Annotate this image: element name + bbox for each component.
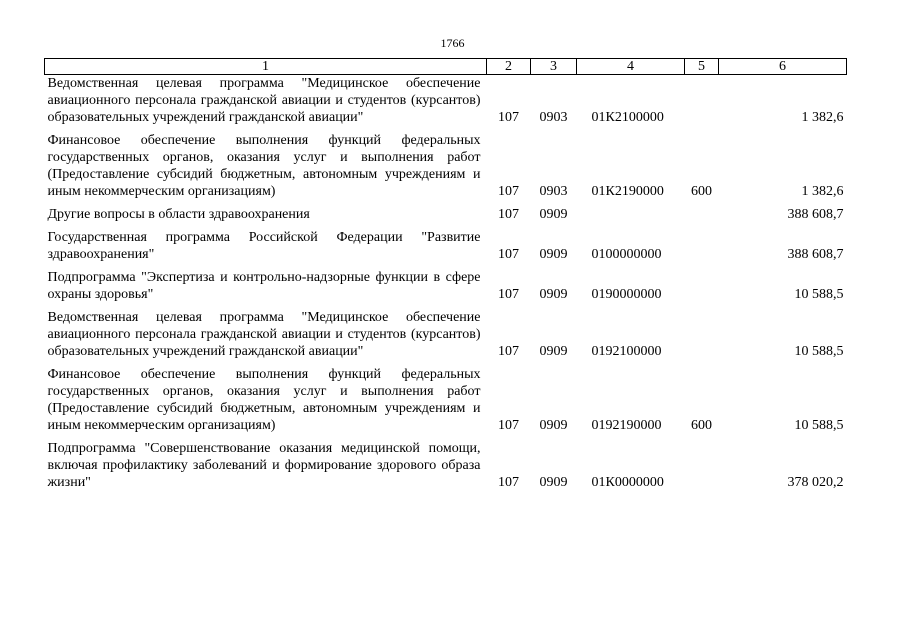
row-name: Подпрограмма "Совершенствование оказания медицинской помощи, включая профилактику заболеваний и формирование здорового образа жизни" [47,441,481,490]
row-ministry-code: 107 [498,247,519,262]
row-amount: 1 382,6 [801,184,844,199]
row-amount: 1 382,6 [801,110,844,125]
page-number: 1766 [440,36,465,50]
row-expense-type [685,309,719,366]
row-ministry-code: 107 [498,184,519,199]
row-target-article: 01К2190000 [591,184,664,199]
table-row [45,440,847,497]
row-ministry-code: 107 [498,475,519,490]
row-section-code: 0909 [539,344,568,359]
row-ministry-code: 107 [498,287,519,302]
row-name: Ведомственная целевая программа "Медицинское обеспечение авиационного персонала гражданской авиации и студентов (курсантов) образовательных учреждений гражданской авиации" [47,76,481,125]
row-target-article: 0192190000 [591,418,662,433]
row-expense-type [685,229,719,269]
row-section-code: 0903 [539,110,568,125]
row-section-code: 0909 [539,287,568,302]
row-name: Финансовое обеспечение выполнения функций федеральных государственных органов, оказания услуг и выполнения работ (Предоставление субсидий бюджетным, автономным учреждениям и иным некоммерческим организациям) [47,133,481,199]
column-header-6: 6 [719,59,847,75]
row-target-article: 01К2100000 [591,110,664,125]
row-section-code: 0909 [539,418,568,433]
row-ministry-code: 107 [498,344,519,359]
row-amount: 10 588,5 [794,344,844,359]
row-amount: 10 588,5 [794,287,844,302]
table-row [45,269,847,309]
row-ministry-code: 107 [498,207,519,222]
row-amount: 10 588,5 [794,418,844,433]
row-target-article: 01К0000000 [591,475,664,490]
row-section-code: 0909 [539,247,568,262]
row-expense-type: 600 [691,184,712,199]
row-amount: 388 608,7 [787,207,844,222]
table-header-row [45,59,847,75]
table-row [45,132,847,206]
table-row [45,206,847,229]
row-amount: 388 608,7 [787,247,844,262]
column-header-2: 2 [487,59,531,75]
row-target-article [577,206,685,229]
row-name: Подпрограмма "Экспертиза и контрольно-надзорные функции в сфере охраны здоровья" [47,270,481,302]
row-section-code: 0909 [539,207,568,222]
row-name: Государственная программа Российской Федерации "Развитие здравоохранения" [47,230,481,262]
row-expense-type [685,75,719,133]
table-row [45,75,847,133]
column-header-3: 3 [531,59,577,75]
row-name: Ведомственная целевая программа "Медицинское обеспечение авиационного персонала гражданской авиации и студентов (курсантов) образовательных учреждений гражданской авиации" [47,310,481,359]
row-ministry-code: 107 [498,418,519,433]
row-target-article: 0100000000 [591,247,662,262]
row-expense-type [685,440,719,497]
row-section-code: 0909 [539,475,568,490]
table-row [45,229,847,269]
row-name: Другие вопросы в области здравоохранения [47,207,310,222]
row-amount: 378 020,2 [787,475,844,490]
row-expense-type: 600 [691,418,712,433]
column-header-5: 5 [685,59,719,75]
row-expense-type [685,269,719,309]
column-header-1: 1 [45,59,487,75]
row-target-article: 0192100000 [591,344,662,359]
row-name: Финансовое обеспечение выполнения функций федеральных государственных органов, оказания услуг и выполнения работ (Предоставление субсидий бюджетным, автономным учреждениям и иным некоммерческим организациям) [47,367,481,433]
table-row [45,309,847,366]
column-header-4: 4 [577,59,685,75]
table-row [45,366,847,440]
row-target-article: 0190000000 [591,287,662,302]
row-expense-type [685,206,719,229]
row-section-code: 0903 [539,184,568,199]
row-ministry-code: 107 [498,110,519,125]
budget-table [44,58,847,497]
